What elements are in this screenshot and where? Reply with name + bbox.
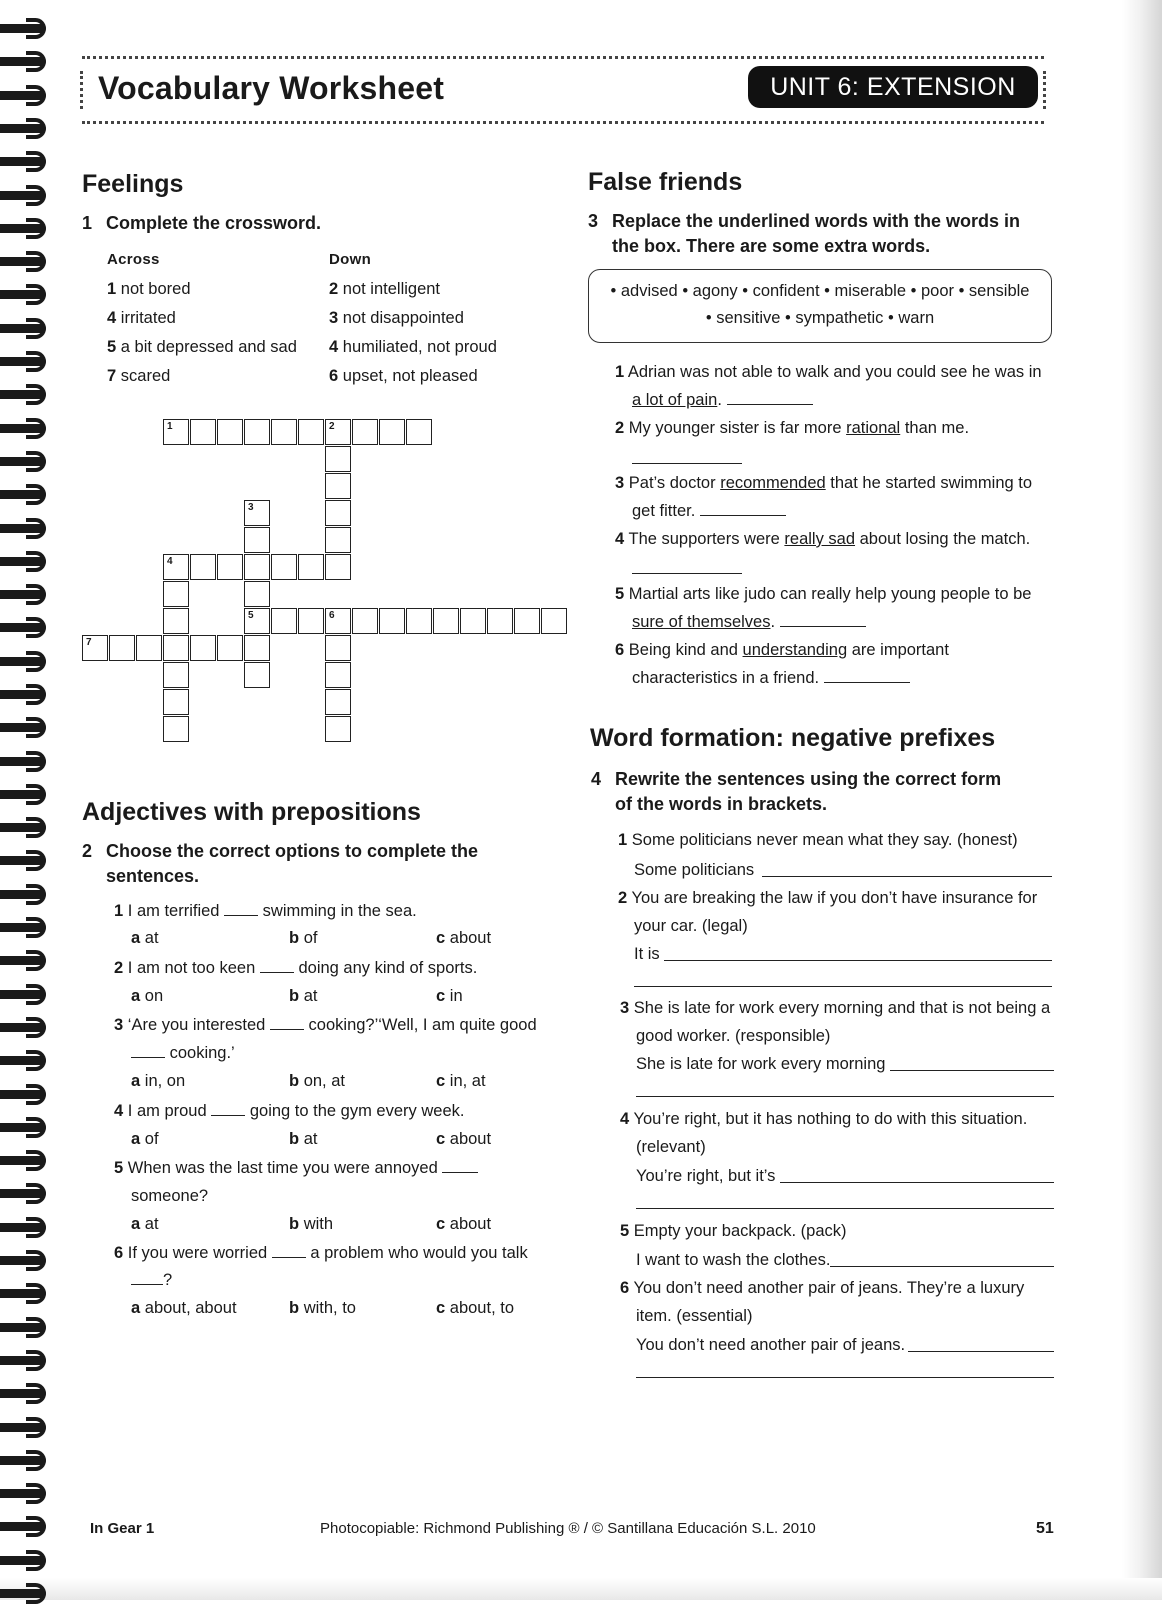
spiral-coil bbox=[0, 451, 50, 473]
crossword-cell[interactable] bbox=[325, 635, 351, 661]
option-b[interactable]: b of bbox=[289, 929, 318, 947]
crossword-cell[interactable] bbox=[325, 716, 351, 742]
item-sentence: 6 You don’t need another pair of jeans. They’re a luxury bbox=[620, 1279, 1025, 1297]
crossword-cell[interactable] bbox=[109, 635, 135, 661]
spiral-coil bbox=[0, 284, 50, 306]
spiral-coil bbox=[0, 1017, 50, 1039]
crossword-cell[interactable] bbox=[298, 554, 324, 580]
item-sentence: 4 You’re right, but it has nothing to do with this situation. bbox=[620, 1110, 1028, 1128]
crossword-cell[interactable] bbox=[406, 419, 432, 445]
across-clue: 4 irritated bbox=[107, 309, 176, 327]
answer-blank[interactable] bbox=[224, 901, 258, 916]
underlined-word: a lot of pain bbox=[632, 391, 718, 409]
spiral-coil bbox=[0, 484, 50, 506]
crossword-cell[interactable] bbox=[325, 527, 351, 553]
answer-prompt: You don’t need another pair of jeans. bbox=[636, 1336, 906, 1354]
item-sentence: 5 Empty your backpack. (pack) bbox=[620, 1222, 847, 1240]
page-edge-shadow bbox=[1122, 0, 1162, 1600]
crossword-cell[interactable] bbox=[244, 527, 270, 553]
question-text: Rewrite the sentences using the correct form bbox=[615, 769, 1002, 789]
word-box-row: • advised • agony • confident • miserable • poor • sensible bbox=[610, 282, 1030, 300]
crossword-cell[interactable] bbox=[136, 635, 162, 661]
crossword-cell[interactable] bbox=[163, 662, 189, 688]
spiral-coil bbox=[0, 1183, 50, 1205]
crossword-cell[interactable] bbox=[244, 608, 270, 634]
crossword-cell[interactable] bbox=[190, 554, 216, 580]
worksheet-title: Vocabulary Worksheet bbox=[98, 70, 445, 106]
question-number: 2 bbox=[82, 841, 93, 861]
page-number: 51 bbox=[1036, 1520, 1054, 1537]
answer-blank[interactable] bbox=[272, 1243, 306, 1258]
item-sentence: 5 Martial arts like judo can really help young people to be bbox=[615, 585, 1032, 603]
answer-prompt: It is bbox=[634, 945, 660, 963]
spiral-binding bbox=[0, 0, 60, 1600]
spiral-coil bbox=[0, 218, 50, 240]
item-sentence: 4 The supporters were really sad about losing the match. bbox=[615, 530, 1031, 548]
spiral-coil bbox=[0, 850, 50, 872]
crossword-cell[interactable] bbox=[271, 608, 297, 634]
option-a[interactable]: a at bbox=[131, 929, 159, 947]
crossword-clue-number: 3 bbox=[248, 502, 254, 513]
question-3 bbox=[588, 209, 1058, 261]
item-sentence-continued: get fitter. bbox=[632, 501, 786, 521]
answer-line[interactable] bbox=[634, 986, 1052, 987]
spiral-coil bbox=[0, 1117, 50, 1139]
crossword-cell[interactable] bbox=[163, 554, 189, 580]
spiral-coil bbox=[0, 684, 50, 706]
option-b[interactable]: b at bbox=[289, 1130, 318, 1148]
option-b[interactable]: b with bbox=[289, 1215, 334, 1233]
question-number: 1 bbox=[82, 213, 93, 233]
spiral-coil bbox=[0, 917, 50, 939]
across-clue: 5 a bit depressed and sad bbox=[107, 338, 297, 356]
spiral-coil bbox=[0, 751, 50, 773]
crossword-cell[interactable] bbox=[271, 419, 297, 445]
option-b[interactable]: b at bbox=[289, 987, 318, 1005]
question-text: Choose the correct options to complete the bbox=[106, 841, 479, 861]
option-a[interactable]: a in, on bbox=[131, 1072, 186, 1090]
spiral-coil bbox=[0, 351, 50, 373]
crossword-cell[interactable] bbox=[433, 608, 459, 634]
down-clue: 4 humiliated, not proud bbox=[329, 338, 497, 356]
spiral-coil bbox=[0, 1084, 50, 1106]
underlined-word: recommended bbox=[720, 474, 826, 492]
item-sentence: 1 I am terrified swimming in the sea. bbox=[114, 902, 417, 920]
crossword-cell[interactable] bbox=[460, 608, 486, 634]
crossword-cell[interactable] bbox=[325, 419, 351, 445]
spiral-coil bbox=[0, 1417, 50, 1439]
item-sentence-continued: characteristics in a friend. bbox=[632, 668, 910, 688]
crossword-cell[interactable] bbox=[244, 554, 270, 580]
item-sentence-continued: good worker. (responsible) bbox=[636, 1027, 831, 1045]
spiral-coil bbox=[0, 1150, 50, 1172]
spiral-coil bbox=[0, 1550, 50, 1572]
item-sentence: 3 She is late for work every morning and that is not being a bbox=[620, 999, 1051, 1017]
false-friends-heading: False friends bbox=[588, 168, 743, 196]
question-1 bbox=[82, 211, 482, 237]
spiral-coil bbox=[0, 884, 50, 906]
crossword-cell[interactable] bbox=[163, 689, 189, 715]
crossword-cell[interactable] bbox=[298, 419, 324, 445]
crossword-cell[interactable] bbox=[325, 608, 351, 634]
spiral-coil bbox=[0, 51, 50, 73]
crossword-cell[interactable] bbox=[244, 419, 270, 445]
crossword-cell[interactable] bbox=[406, 608, 432, 634]
crossword-cell[interactable] bbox=[217, 554, 243, 580]
spiral-coil bbox=[0, 518, 50, 540]
down-heading: Down bbox=[329, 251, 372, 268]
spiral-coil bbox=[0, 551, 50, 573]
crossword-cell[interactable] bbox=[325, 554, 351, 580]
crossword-cell[interactable] bbox=[163, 635, 189, 661]
spiral-coil bbox=[0, 1483, 50, 1505]
footer-copyright: Photocopiable: Richmond Publishing ® / © Santillana Educación S.L. 2010 bbox=[320, 1520, 816, 1537]
answer-line[interactable] bbox=[762, 876, 1052, 877]
item-sentence: 6 Being kind and understanding are important bbox=[615, 641, 949, 659]
answer-line[interactable] bbox=[830, 1266, 1054, 1267]
underlined-word: understanding bbox=[742, 641, 848, 659]
crossword-cell[interactable] bbox=[163, 608, 189, 634]
crossword-clue-number: 5 bbox=[248, 610, 254, 621]
crossword-cell[interactable] bbox=[244, 635, 270, 661]
answer-blank[interactable] bbox=[700, 501, 786, 516]
down-clue: 6 upset, not pleased bbox=[329, 367, 478, 385]
crossword-clue-number: 1 bbox=[167, 421, 173, 432]
spiral-coil bbox=[0, 418, 50, 440]
answer-line[interactable] bbox=[632, 573, 742, 574]
down-clue: 3 not disappointed bbox=[329, 309, 464, 327]
answer-prompt: I want to wash the clothes. bbox=[636, 1251, 831, 1269]
crossword-clue-number: 7 bbox=[86, 637, 92, 648]
word-formation-heading: Word formation: negative prefixes bbox=[590, 724, 996, 752]
item-sentence-continued: a lot of pain. bbox=[632, 390, 813, 410]
answer-prompt: Some politicians bbox=[634, 861, 755, 879]
crossword-cell[interactable] bbox=[244, 500, 270, 526]
answer-blank[interactable] bbox=[260, 958, 294, 973]
word-box-row: • sensitive • sympathetic • warn bbox=[705, 309, 935, 327]
spiral-coil bbox=[0, 118, 50, 140]
item-sentence: 1 Some politicians never mean what they say. (honest) bbox=[618, 831, 1018, 849]
item-sentence: 2 My younger sister is far more rational than me. bbox=[615, 419, 970, 437]
spiral-coil bbox=[0, 1450, 50, 1472]
item-sentence: 2 I am not too keen doing any kind of sports. bbox=[114, 959, 478, 977]
option-a[interactable]: a at bbox=[131, 1215, 159, 1233]
spiral-coil bbox=[0, 1383, 50, 1405]
crossword-cell[interactable] bbox=[244, 581, 270, 607]
page-bottom-shadow bbox=[0, 1578, 1162, 1600]
answer-blank[interactable] bbox=[270, 1015, 304, 1030]
crossword-cell[interactable] bbox=[487, 608, 513, 634]
question-text: Replace the underlined words with the words in bbox=[612, 211, 1021, 231]
option-a[interactable]: a of bbox=[131, 1130, 159, 1148]
crossword-cell[interactable] bbox=[271, 554, 297, 580]
answer-blank[interactable] bbox=[780, 612, 866, 627]
underlined-word: sure of themselves bbox=[632, 613, 771, 631]
question-text: sentences. bbox=[106, 866, 200, 886]
question-text: the box. There are some extra words. bbox=[612, 236, 931, 256]
crossword-cell[interactable] bbox=[352, 419, 378, 445]
crossword-cell[interactable] bbox=[163, 419, 189, 445]
spiral-coil bbox=[0, 1283, 50, 1305]
item-sentence: 1 Adrian was not able to walk and you could see he was in bbox=[615, 363, 1042, 381]
crossword-cell[interactable] bbox=[325, 689, 351, 715]
crossword-cell[interactable] bbox=[163, 581, 189, 607]
crossword-cell[interactable] bbox=[217, 419, 243, 445]
item-sentence: 3 Pat’s doctor recommended that he started swimming to bbox=[615, 474, 1033, 492]
crossword-cell[interactable] bbox=[541, 608, 567, 634]
option-c[interactable]: c in bbox=[436, 987, 463, 1005]
spiral-coil bbox=[0, 617, 50, 639]
option-c[interactable]: c in, at bbox=[436, 1072, 486, 1090]
spiral-coil bbox=[0, 1350, 50, 1372]
spiral-coil bbox=[0, 1317, 50, 1339]
answer-line[interactable] bbox=[908, 1351, 1054, 1352]
item-sentence: 6 If you were worried a problem who would you talk bbox=[114, 1244, 528, 1262]
option-c[interactable]: c about bbox=[436, 1215, 492, 1233]
question-text: of the words in brackets. bbox=[615, 794, 828, 814]
item-sentence-continued: (relevant) bbox=[636, 1138, 706, 1156]
answer-blank[interactable] bbox=[727, 390, 813, 405]
question-text: Complete the crossword. bbox=[106, 213, 322, 233]
spiral-coil bbox=[0, 784, 50, 806]
spiral-coil bbox=[0, 1250, 50, 1272]
question-number: 4 bbox=[591, 769, 602, 789]
crossword-cell[interactable] bbox=[244, 662, 270, 688]
crossword-clue-number: 6 bbox=[329, 610, 335, 621]
spiral-coil bbox=[0, 1583, 50, 1605]
crossword-cell[interactable] bbox=[190, 635, 216, 661]
crossword-cell[interactable] bbox=[379, 419, 405, 445]
option-b[interactable]: b with, to bbox=[289, 1299, 356, 1317]
item-sentence-continued: ? bbox=[131, 1270, 172, 1290]
item-sentence: 5 When was the last time you were annoyed bbox=[114, 1158, 478, 1178]
answer-blank[interactable] bbox=[131, 1270, 163, 1285]
spiral-coil bbox=[0, 1217, 50, 1239]
spiral-coil bbox=[0, 950, 50, 972]
underlined-word: really sad bbox=[784, 530, 856, 548]
crossword-cell[interactable] bbox=[352, 608, 378, 634]
word-box bbox=[588, 269, 1052, 343]
item-sentence: 2 You are breaking the law if you don’t have insurance for bbox=[618, 889, 1038, 907]
spiral-coil bbox=[0, 584, 50, 606]
spiral-coil bbox=[0, 318, 50, 340]
answer-line[interactable] bbox=[636, 1208, 1054, 1209]
spiral-coil bbox=[0, 251, 50, 273]
spiral-coil bbox=[0, 1516, 50, 1538]
feelings-heading: Feelings bbox=[82, 170, 184, 198]
spiral-coil bbox=[0, 984, 50, 1006]
crossword-cell[interactable] bbox=[82, 635, 108, 661]
crossword-cell[interactable] bbox=[379, 608, 405, 634]
spiral-coil bbox=[0, 85, 50, 107]
answer-blank[interactable] bbox=[131, 1043, 165, 1058]
item-sentence-continued: your car. (legal) bbox=[634, 917, 748, 935]
spiral-coil bbox=[0, 717, 50, 739]
answer-blank[interactable] bbox=[211, 1101, 245, 1116]
option-c[interactable]: c about bbox=[436, 1130, 492, 1148]
spiral-coil bbox=[0, 651, 50, 673]
question-number: 3 bbox=[588, 211, 599, 231]
spiral-coil bbox=[0, 817, 50, 839]
item-sentence-continued: cooking.’ bbox=[131, 1043, 235, 1063]
option-b[interactable]: b on, at bbox=[289, 1072, 345, 1090]
across-clue: 1 not bored bbox=[107, 280, 191, 298]
answer-prompt: She is late for work every morning bbox=[636, 1055, 886, 1073]
crossword-clue-number: 4 bbox=[167, 556, 173, 567]
answer-line[interactable] bbox=[632, 463, 742, 464]
crossword-cell[interactable] bbox=[325, 473, 351, 499]
underlined-word: rational bbox=[846, 419, 901, 437]
crossword-cell[interactable] bbox=[325, 500, 351, 526]
spiral-coil bbox=[0, 151, 50, 173]
question-2 bbox=[82, 839, 542, 891]
option-a[interactable]: a on bbox=[131, 987, 164, 1005]
answer-line[interactable] bbox=[780, 1182, 1054, 1183]
item-sentence-continued: item. (essential) bbox=[636, 1307, 753, 1325]
option-c[interactable]: c about bbox=[436, 929, 492, 947]
crossword-cell[interactable] bbox=[325, 446, 351, 472]
answer-blank[interactable] bbox=[442, 1158, 478, 1173]
crossword-cell[interactable] bbox=[190, 419, 216, 445]
option-c[interactable]: c about, to bbox=[436, 1299, 515, 1317]
answer-line[interactable] bbox=[664, 960, 1052, 961]
answer-line[interactable] bbox=[636, 1096, 1054, 1097]
spiral-coil bbox=[0, 185, 50, 207]
spiral-coil bbox=[0, 384, 50, 406]
item-sentence: 3 ‘Are you interested cooking?’‘Well, I am quite good bbox=[114, 1016, 537, 1034]
option-a[interactable]: a about, about bbox=[131, 1299, 237, 1317]
across-heading: Across bbox=[107, 251, 160, 268]
question-4 bbox=[591, 767, 1061, 819]
crossword-cell[interactable] bbox=[325, 662, 351, 688]
spiral-coil bbox=[0, 18, 50, 40]
unit-badge: UNIT 6: EXTENSION bbox=[748, 66, 1038, 108]
answer-prompt: You’re right, but it’s bbox=[636, 1167, 776, 1185]
footer-book-title: In Gear 1 bbox=[90, 1520, 155, 1537]
item-sentence-continued: sure of themselves. bbox=[632, 612, 866, 632]
crossword-cell[interactable] bbox=[217, 635, 243, 661]
crossword-cell[interactable] bbox=[163, 716, 189, 742]
item-sentence-continued: someone? bbox=[131, 1187, 209, 1205]
adjectives-heading: Adjectives with prepositions bbox=[82, 798, 421, 826]
answer-line[interactable] bbox=[890, 1070, 1054, 1071]
across-clue: 7 scared bbox=[107, 367, 171, 385]
crossword-cell[interactable] bbox=[514, 608, 540, 634]
answer-blank[interactable] bbox=[824, 668, 910, 683]
crossword-cell[interactable] bbox=[298, 608, 324, 634]
answer-line[interactable] bbox=[636, 1377, 1054, 1378]
item-sentence: 4 I am proud going to the gym every week. bbox=[114, 1102, 465, 1120]
down-clue: 2 not intelligent bbox=[329, 280, 441, 298]
crossword-clue-number: 2 bbox=[329, 421, 335, 432]
spiral-coil bbox=[0, 1050, 50, 1072]
